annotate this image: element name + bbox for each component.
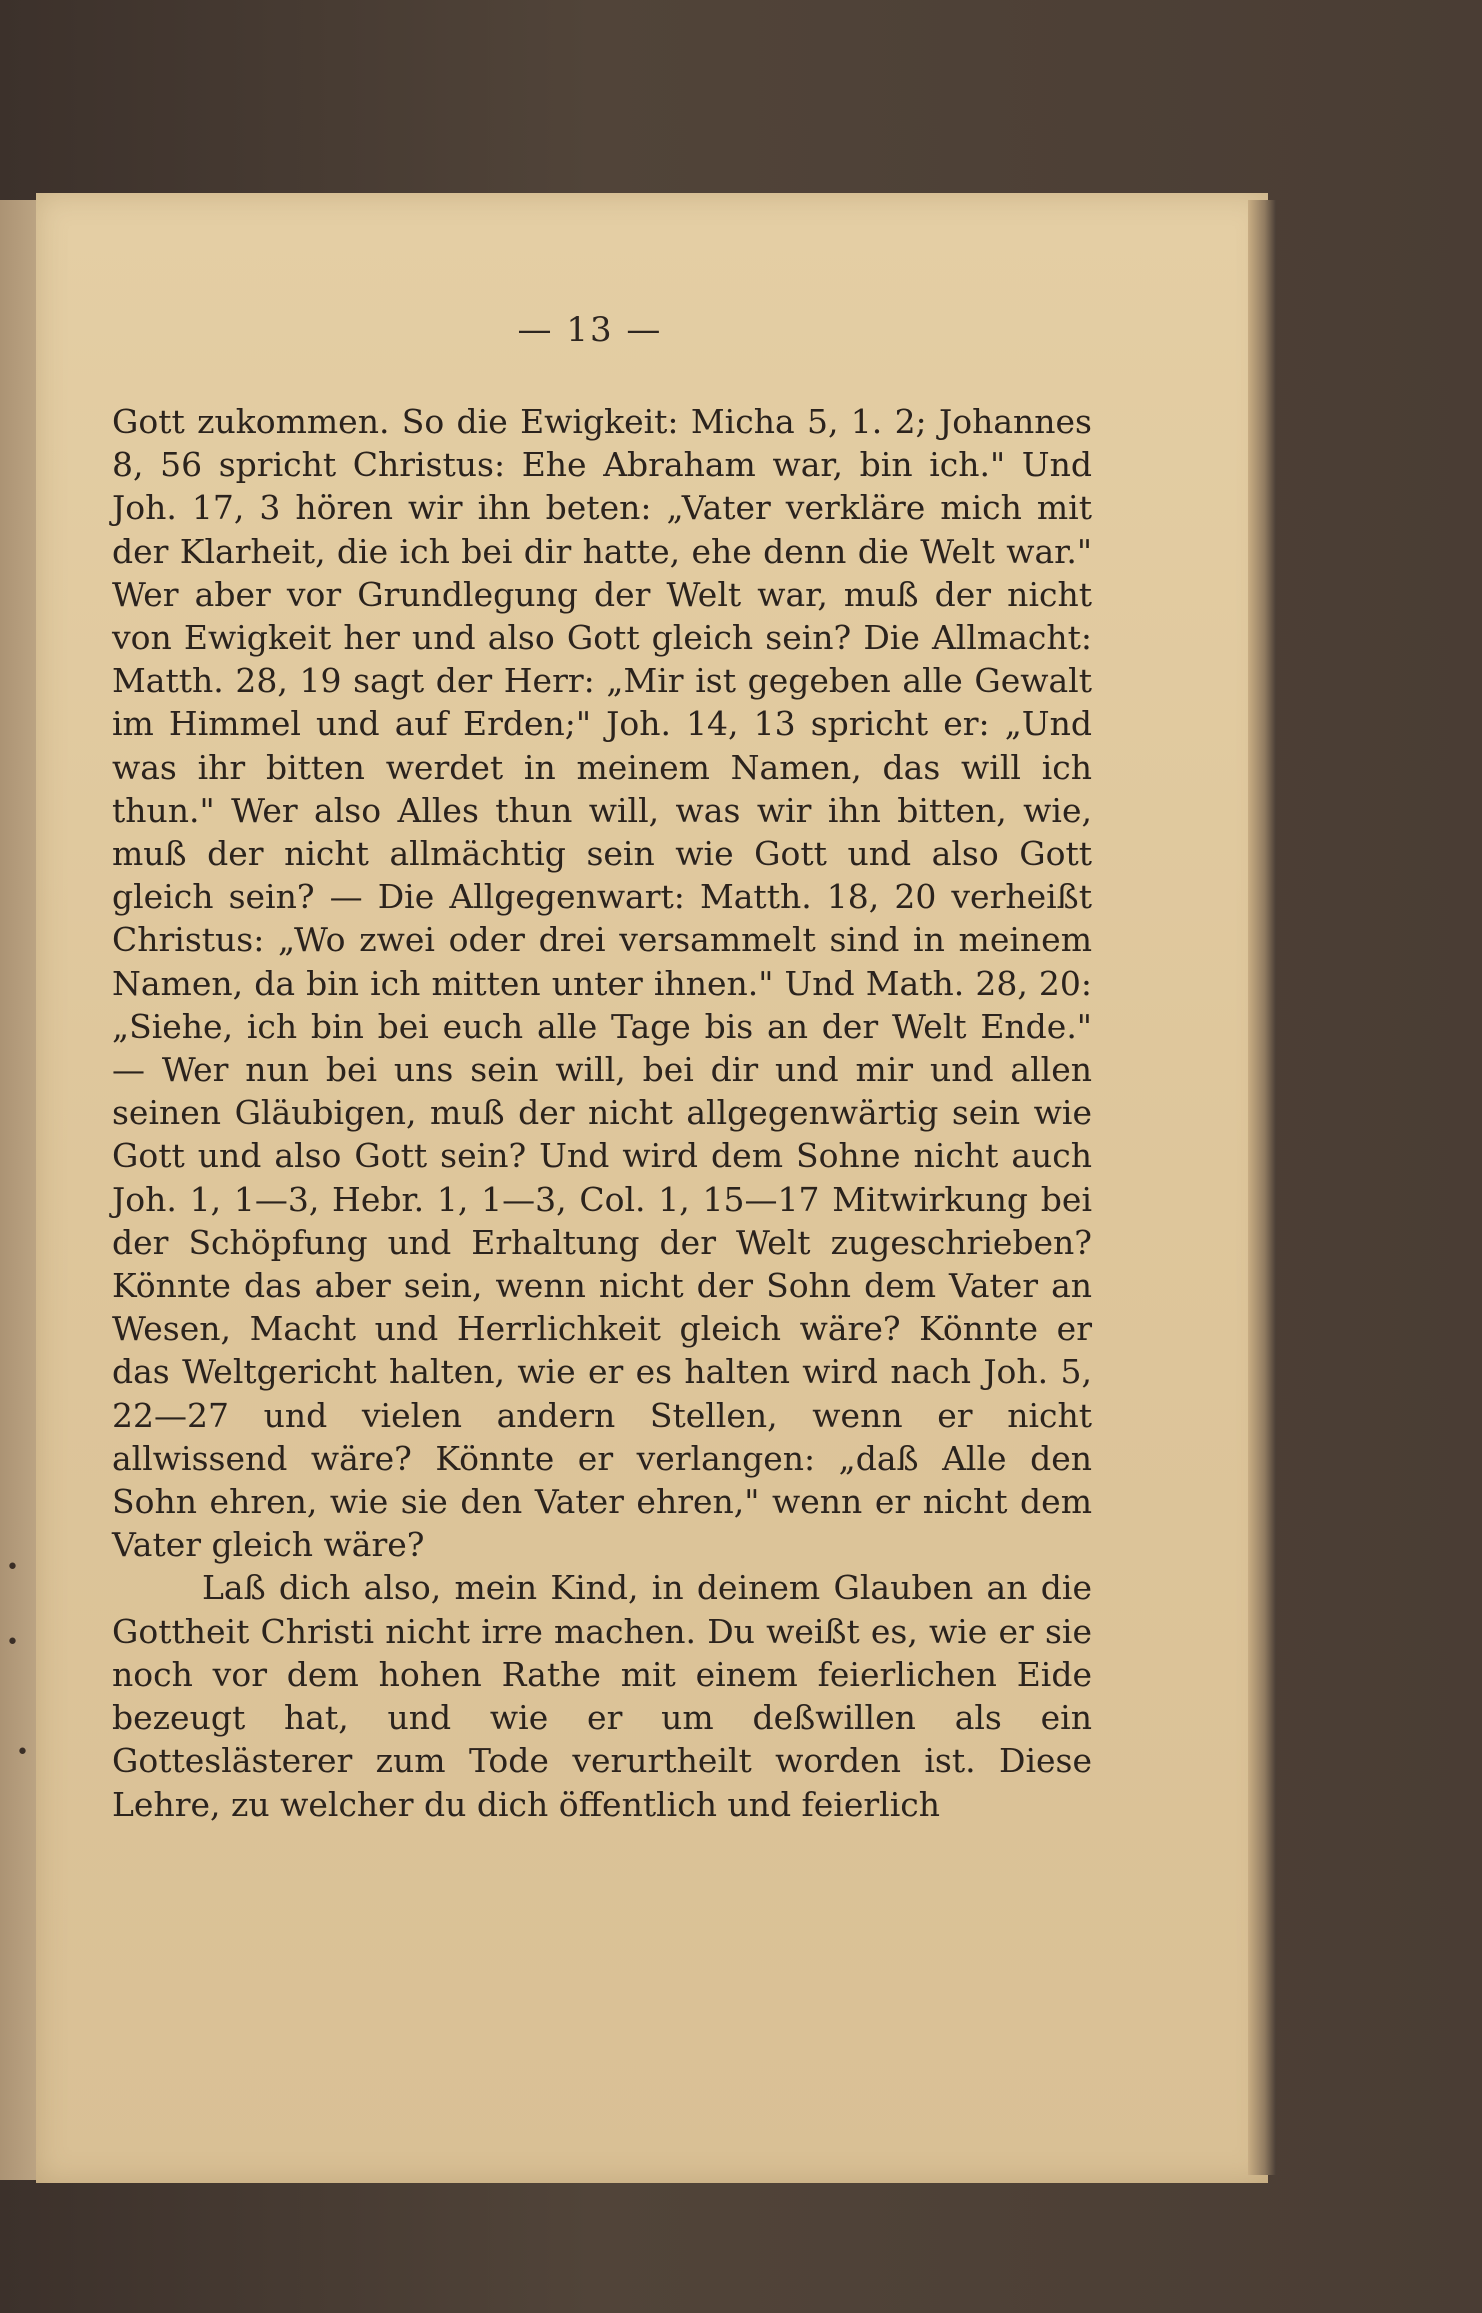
paragraph: Laß dich also, mein Kind, in deinem Glauben an die Gottheit Christi nicht irre machen. Du weißt es, wie er sie noch vor dem hohen Rathe mit einem feierlichen Eide bezeugt hat, und wie er um deßwillen als ein Gotteslästerer zum Tode verurtheilt worden ist. Diese Lehre, zu welcher du dich öffentlich und feierlich — [112, 1568, 1092, 1824]
margin-mark: • — [6, 1555, 19, 1580]
body-text — [112, 400, 1092, 1826]
facing-page-edge — [0, 200, 36, 2180]
margin-mark: • — [16, 1740, 29, 1765]
margin-mark: • — [6, 1630, 19, 1655]
page-number: — 13 — — [517, 310, 663, 350]
page-fore-edge — [1248, 200, 1276, 2175]
paragraph: Gott zukommen. So die Ewigkeit: Micha 5, 1. 2; Johannes 8, 56 spricht Christus: Ehe Abraham war, bin ich." Und Joh. 17, 3 hören wir ihn beten: „Vater verkläre mich mit der Klarheit, die ich bei dir hatte, ehe denn die Welt war." Wer aber vor Grundlegung der Welt war, muß der nicht von Ewigkeit her und also Gott gleich sein? Die Allmacht: Matth. 28, 19 sagt der Herr: „Mir ist gegeben alle Gewalt im Himmel und auf Erden;" Joh. 14, 13 spricht er: „Und was ihr bitten werdet in meinem Namen, das will ich thun." Wer also Alles thun will, was wir ihn bitten, wie, muß der nicht allmächtig sein wie Gott und also Gott gleich sein? — Die Allgegenwart: Matth. 18, 20 verheißt Christus: „Wo zwei oder drei versammelt sind in meinem Namen, da bin ich mitten unter ihnen." Und Math. 28, 20: „Siehe, ich bin bei euch alle Tage bis an der Welt Ende." — Wer nun bei uns sein will, bei dir und mir und allen seinen Gläubigen, muß der nicht allgegenwärtig sein wie Gott und also Gott sein? Und wird dem Sohne nicht auch Joh. 1, 1—3, Hebr. 1, 1—3, Col. 1, 15—17 Mitwirkung bei der Schöpfung und Erhaltung der Welt zugeschrieben? Könnte das aber sein, wenn nicht der Sohn dem Vater an Wesen, Macht und Herrlichkeit gleich wäre? Könnte er das Weltgericht halten, wie er es halten wird nach Joh. 5, 22—27 und vielen andern Stellen, wenn er nicht allwissend wäre? Könnte er verlangen: „daß Alle den Sohn ehren, wie sie den Vater ehren," wenn er nicht dem Vater gleich wäre? — [112, 402, 1092, 1565]
